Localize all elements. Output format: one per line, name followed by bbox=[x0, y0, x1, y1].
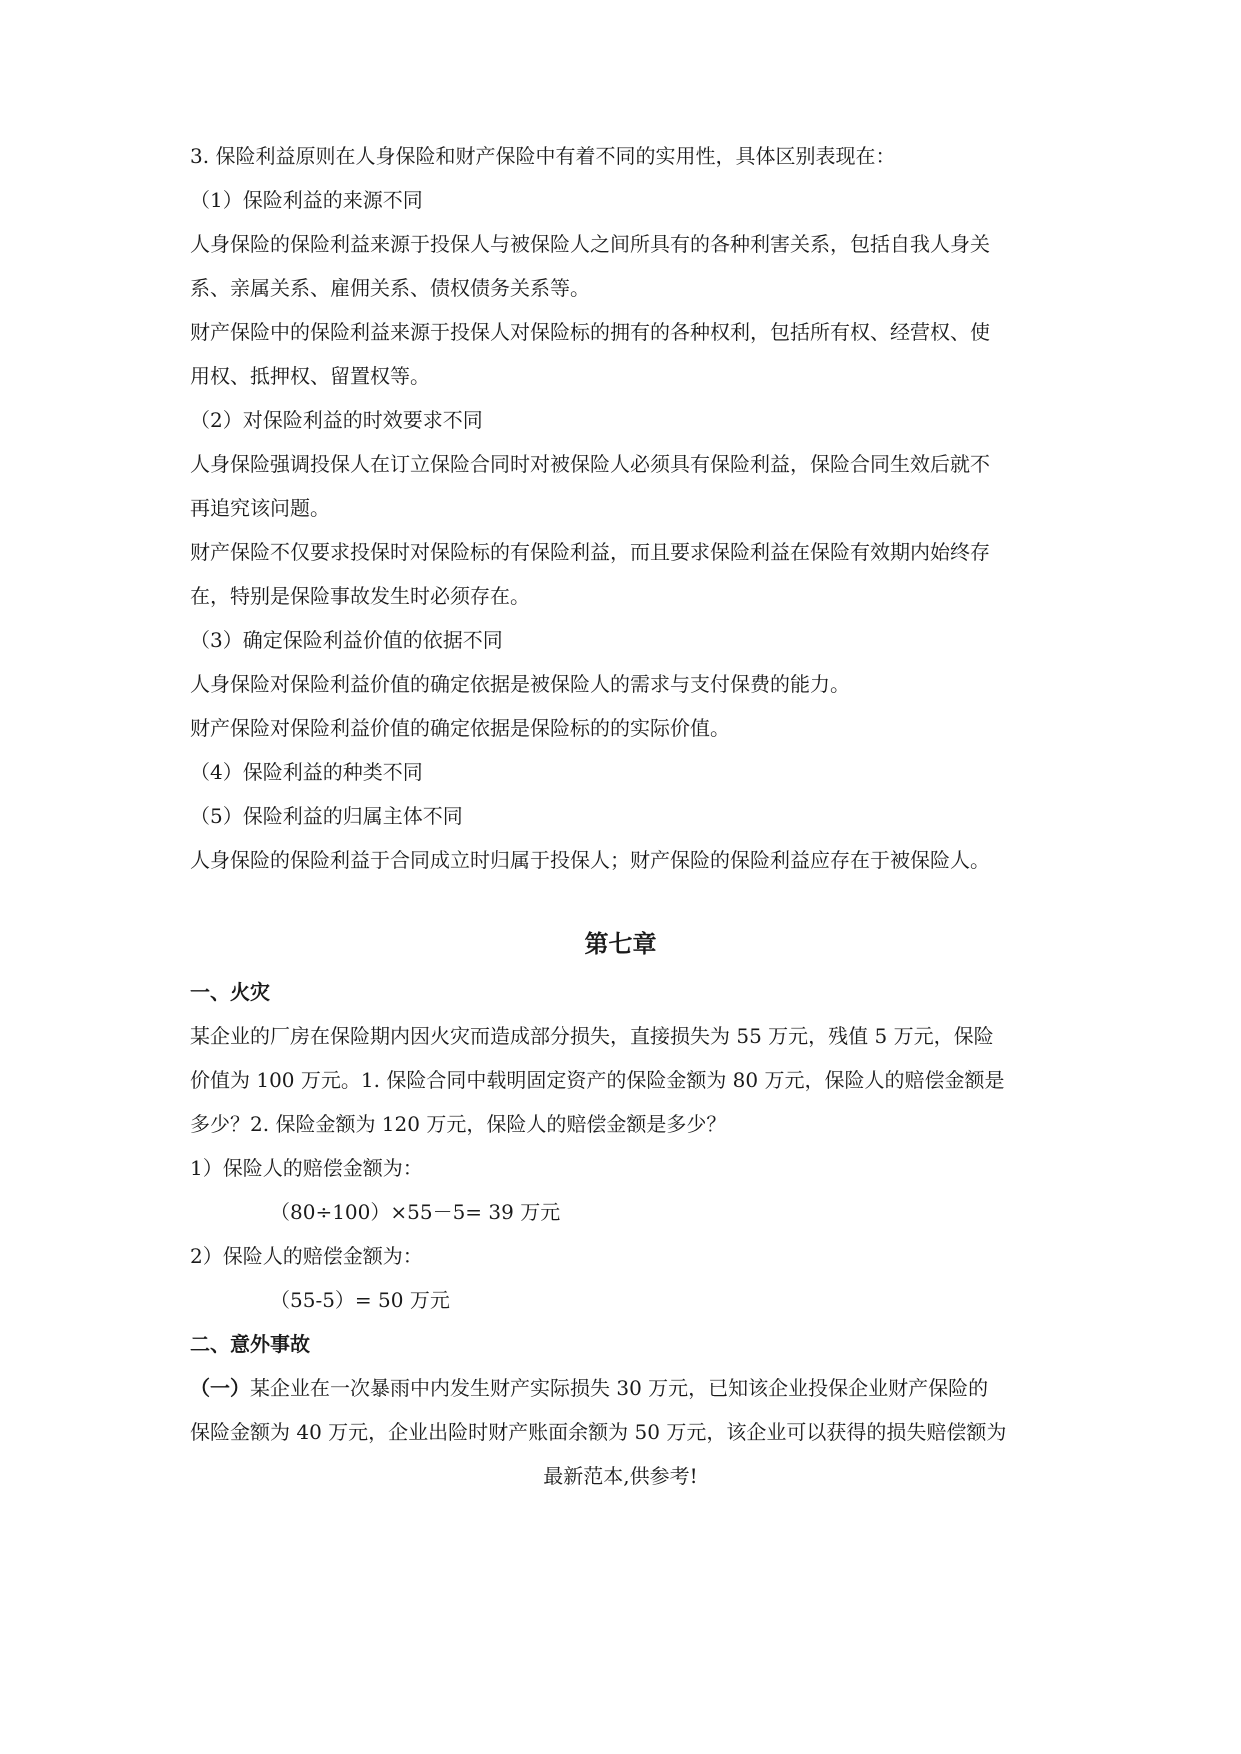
fire-answer2-formula: （55-5）= 50 万元 bbox=[270, 1288, 450, 1312]
fire-answer1-label: 1）保险人的赔偿金额为： bbox=[190, 1156, 423, 1180]
accident-heading: 二、意外事故 bbox=[190, 1332, 310, 1356]
chapter-title: 第七章 bbox=[584, 930, 657, 958]
item5-paragraph1: 人身保险的保险利益于合同成立时归属于投保人；财产保险的保险利益应存在于被保险人。 bbox=[190, 848, 990, 872]
item3-paragraph2: 财产保险对保险利益价值的确定依据是保险标的的实际价值。 bbox=[190, 716, 730, 740]
item2-paragraph2-line2: 在，特别是保险事故发生时必须存在。 bbox=[190, 584, 530, 608]
item2-paragraph1-line2: 再追究该问题。 bbox=[190, 496, 330, 520]
fire-heading: 一、火灾 bbox=[190, 980, 270, 1004]
item1-paragraph1-line1: 人身保险的保险利益来源于投保人与被保险人之间所具有的各种利害关系，包括自我人身关 bbox=[190, 232, 990, 256]
section3-heading: 3. 保险利益原则在人身保险和财产保险中有着不同的实用性，具体区别表现在： bbox=[190, 144, 896, 168]
item3-title: （3）确定保险利益价值的依据不同 bbox=[190, 628, 503, 652]
accident-question-line1 bbox=[190, 1374, 988, 1402]
item4-title: （4）保险利益的种类不同 bbox=[190, 760, 423, 784]
fire-question-line2: 价值为 100 万元。1. 保险合同中载明固定资产的保险金额为 80 万元，保险人的赔偿金额是 bbox=[190, 1068, 1005, 1092]
item2-title: （2）对保险利益的时效要求不同 bbox=[190, 408, 483, 432]
accident-question-line1-text: 某企业在一次暴雨中内发生财产实际损失 30 万元，已知该企业投保企业财产保险的 bbox=[250, 1376, 989, 1400]
item5-title: （5）保险利益的归属主体不同 bbox=[190, 804, 463, 828]
accident-question-line2: 保险金额为 40 万元，企业出险时财产账面余额为 50 万元，该企业可以获得的损失赔偿额为 bbox=[190, 1420, 1007, 1444]
fire-question-line1: 某企业的厂房在保险期内因火灾而造成部分损失，直接损失为 55 万元，残值 5 万元，保险 bbox=[190, 1024, 994, 1048]
item2-paragraph2-line1: 财产保险不仅要求投保时对保险标的有保险利益，而且要求保险利益在保险有效期内始终存 bbox=[190, 540, 990, 564]
item2-paragraph1-line1: 人身保险强调投保人在订立保险合同时对被保险人必须具有保险利益，保险合同生效后就不 bbox=[190, 452, 990, 476]
fire-answer2-label: 2）保险人的赔偿金额为： bbox=[190, 1244, 423, 1268]
accident-question-marker: （一） bbox=[190, 1376, 250, 1400]
page-footer: 最新范本,供参考! bbox=[543, 1464, 698, 1488]
fire-question-line3: 多少？2. 保险金额为 120 万元，保险人的赔偿金额是多少？ bbox=[190, 1112, 727, 1136]
item3-paragraph1: 人身保险对保险利益价值的确定依据是被保险人的需求与支付保费的能力。 bbox=[190, 672, 850, 696]
item1-paragraph1-line2: 系、亲属关系、雇佣关系、债权债务关系等。 bbox=[190, 276, 590, 300]
item1-title: （1）保险利益的来源不同 bbox=[190, 188, 423, 212]
item1-paragraph2-line1: 财产保险中的保险利益来源于投保人对保险标的拥有的各种权利，包括所有权、经营权、使 bbox=[190, 320, 990, 344]
fire-answer1-formula: （80÷100）×55－5= 39 万元 bbox=[270, 1200, 561, 1224]
item1-paragraph2-line2: 用权、抵押权、留置权等。 bbox=[190, 364, 430, 388]
